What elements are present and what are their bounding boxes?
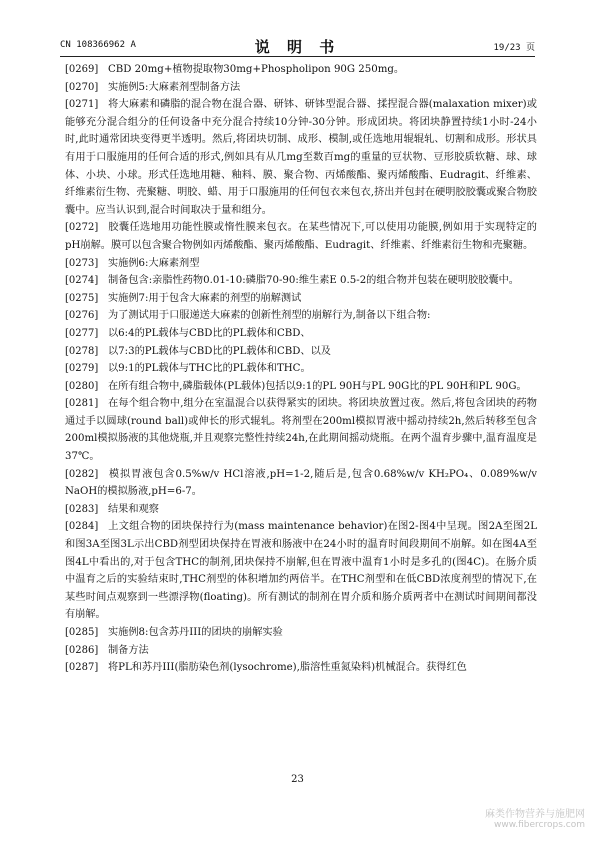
paragraph-0273 [65,255,537,273]
paragraph-0280 [65,378,537,396]
paragraph-number: [0279] [65,363,99,375]
paragraph-0284 [65,518,537,624]
paragraph-number: [0276] [65,310,99,322]
paragraph-number: [0280] [65,380,99,392]
paragraph-text: 模拟胃液包含0.5%w/v HCl溶液,pH=1-2,随后是,包含0.68%w/v KH₂PO₄、0.089%w/v NaOH的模拟肠液,pH=6-7。 [65,468,537,498]
paragraph-text: 结果和观察 [108,503,159,515]
paragraph-0285 [65,624,537,642]
page-number: 23 [291,774,304,785]
paragraph-number: [0272] [65,222,99,234]
paragraph-number: [0281] [65,398,99,410]
paragraph-0270 [65,79,537,97]
paragraph-number: [0283] [65,503,99,515]
paragraph-text: CBD 20mg+植物提取物30mg+Phospholipon 90G 250mg。 [108,64,405,75]
paragraph-text: 将PL和苏丹III(脂肪染色剂(lysochrome),脂溶性重氮染料)机械混合。获得红色 [108,662,467,674]
paragraph-number: [0286] [65,644,99,656]
paragraph-number: [0287] [65,662,99,674]
paragraph-text: 在每个组合物中,组分在室温混合以获得紧实的团块。将团块放置过夜。然后,将包含团块的药物通过手以圆球(round ball)或伸长的形式辊轧。将剂型在200ml模拟胃液中摇动持续2h,然后转移至包含200ml模拟肠液的其他烧瓶,并且观察完整性持续24h,在此期间摇动烧瓶。在两个温育步骤中,温育温度是37℃。 [65,398,537,463]
patent-number: CN 108366962 A [60,40,136,50]
paragraph-number: [0270] [65,81,99,93]
paragraph-0278 [65,343,537,361]
paragraph-0281 [65,395,537,465]
paragraph-0274 [65,272,537,290]
paragraph-0272 [65,219,537,254]
paragraph-text: 胶囊任选地用功能性膜或惰性膜来包衣。在某些情况下,可以使用功能膜,例如用于实现特定的pH崩解。膜可以包含聚合物例如丙烯酸酯、聚丙烯酸酯、Eudragit、纤维素、纤维素衍生物和壳聚糖。 [65,222,537,251]
paragraph-0277 [65,325,537,343]
watermark-site-name: 麻类作物营养与施肥网 [485,809,585,820]
paragraph-number: [0278] [65,345,99,357]
paragraph-0283 [65,501,537,519]
paragraph-number: [0285] [65,627,99,638]
header-divider [60,56,535,57]
paragraph-number: [0274] [65,275,99,287]
paragraph-text: 以7:3的PL载体与CBD比的PL载体和CBD、以及 [108,345,331,357]
paragraph-0282 [65,466,537,501]
paragraph-text: 上文组合物的团块保持行为(mass maintenance behavior)在图2-图4中呈现。图2A至图2L和图3A至图3L示出CBD剂型团块保持在胃液和肠液中在24小时的温育时间段期间不崩解。如在图4A至图4L中看出的,对于包含THC的制剂,团块保持不崩解,但在胃液中温育1小时是多孔的(图4C)。在肠介质中温育之后的实验结束时,THC剂型的体积增加约两倍半。在THC剂型和在低CBD浓度剂型的情况下,在某些时间点观察到一些漂浮物(floating)。所有测试的制剂在胃介质和肠介质两者中在测试时间期间都没有崩解。 [65,521,537,621]
paragraph-number: [0273] [65,257,99,269]
paragraph-0279 [65,360,537,378]
page-indicator: 19/23 页 [493,43,535,53]
paragraph-text: 为了测试用于口服递送大麻素的创新性剂型的崩解行为,制备以下组合物: [108,310,431,322]
paragraph-number: [0275] [65,292,99,304]
paragraph-text: 实施例7:用于包含大麻素的剂型的崩解测试 [108,292,302,304]
paragraph-number: [0284] [65,521,99,533]
paragraph-text: 以6:4的PL载体与CBD比的PL载体和CBD、 [108,327,311,339]
paragraph-text: 制备方法 [108,644,149,656]
paragraph-0271 [65,96,537,219]
paragraph-text: 实施例5:大麻素剂型制备方法 [108,81,241,93]
page-header [60,36,535,58]
paragraph-number: [0277] [65,327,99,339]
document-body [65,61,537,677]
paragraph-0269 [65,61,537,79]
watermark [485,805,585,830]
paragraph-text: 制备包含:亲脂性药物0.01-10:磷脂70-90:维生素E 0.5-2的组合物并包装在硬明胶胶囊中。 [108,275,519,287]
paragraph-text: 实施例6:大麻素剂型 [108,257,200,269]
paragraph-text: 实施例8:包含苏丹III的团块的崩解实验 [108,627,283,638]
paragraph-text: 在所有组合物中,磷脂载体(PL载体)包括以9:1的PL 90H与PL 90G比的PL 90H和PL 90G。 [108,380,527,392]
watermark-url: www.fibercrops.com [494,820,585,830]
paragraph-0275 [65,290,537,308]
paragraph-number: [0269] [65,64,99,75]
paragraph-number: [0271] [65,99,99,111]
document-title: 说 明 书 [254,38,341,56]
paragraph-0276 [65,307,537,325]
paragraph-number: [0282] [65,468,99,480]
paragraph-text: 以9:1的PL载体与THC比的PL载体和THC。 [108,363,311,375]
paragraph-0287 [65,659,537,677]
paragraph-0286 [65,642,537,660]
paragraph-text: 将大麻素和磷脂的混合物在混合器、研钵、研钵型混合器、揉捏混合器(malaxation mixer)或能够充分混合组分的任何设备中充分混合持续10分钟-30分钟。形成团块。将团块静置持续1小时-24小时,此时通常团块变得更半透明。然后,将团块切制、成形、模制,或任选地用辊辊轧、切割和成形。形状具有用于口服施用的任何合适的形式,例如具有从几mg至数百mg的重量的豆状物、豆形胶质软糖、球、球体、小块、小球。形式任选地用糖、釉料、膜、聚合物、丙烯酸酯、聚丙烯酸酯、Eudragit、纤维素、纤维素衍生物、壳聚糖、明胶、蜡、用于口服施用的任何包衣来包衣,挤出并包封在硬明胶胶囊或聚合物胶囊中。应当认识到,混合时间取决于量和组分。 [65,99,537,216]
